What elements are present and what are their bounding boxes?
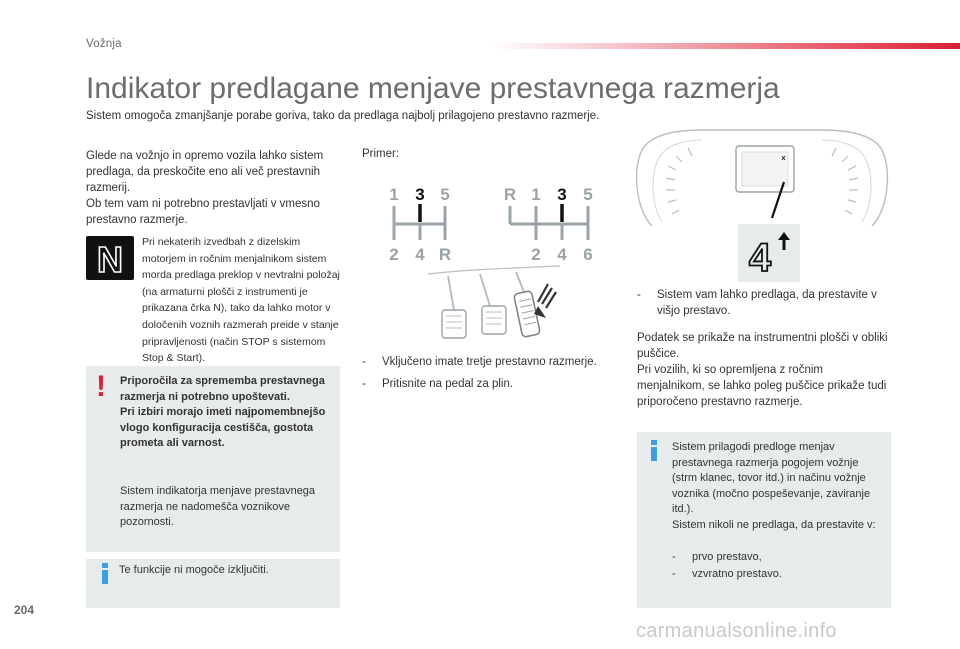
bullet-press-pedal: - Pritisnite na pedal za plin. [362, 378, 514, 390]
brake-pedal-icon [482, 306, 506, 334]
gear-label: 6 [583, 245, 593, 264]
skip-gears-paragraph: Glede na vožnjo in opremo vozila lahko sistem predlaga, da preskočite eno ali več prestavnih razmerij. Ob tem vam ni potrebno prestavljati v vmesno prestavno razmerje. [86, 150, 324, 226]
gear-label-selected: 3 [415, 185, 425, 204]
gearbox-left [389, 185, 451, 264]
info-item-first-gear: - prvo prestavo, [672, 551, 762, 563]
recommended-gear-digit: 4 [748, 236, 772, 280]
page-number: 204 [14, 603, 35, 617]
info-item-reverse-gear: - vzvratno prestavo. [672, 568, 782, 580]
neutral-n-letter: N [97, 239, 123, 280]
warning-exclamation-icon: ! [96, 370, 106, 403]
gear-label: R [503, 185, 517, 204]
info-icon [100, 563, 110, 585]
gear-label: R [438, 245, 452, 264]
gear-label: 2 [389, 245, 399, 264]
pedals-illustration [420, 262, 570, 342]
example-label: Primer: [362, 148, 400, 160]
gearbox-right [504, 185, 593, 264]
gear-label: 4 [415, 245, 425, 264]
intro-paragraph: Sistem omogoča zmanjšanje porabe goriva, tako da predlaga najbolj prilagojeno prestavno razmerje. [86, 110, 600, 122]
neutral-n-icon [86, 236, 134, 280]
info-text-disable: Te funkcije ni mogoče izključiti. [119, 564, 269, 576]
warning-bold-text: Priporočila za sprememba prestavnega razmerja ni potrebno upoštevati. Pri izbiri morajo imeti najpomembnejšo vlogo konfiguracija cestišča, gostota prometa ali varnost. [120, 375, 326, 450]
info-icon [649, 440, 659, 462]
watermark: carmanualsonline.info [636, 620, 837, 642]
instrument-cluster-illustration [632, 126, 892, 226]
neutral-text: Pri nekaterih izvedbah z dizelskim motorjem in ročnim menjalnikom sistem morda predlaga preklop v nevtralni položaj (na armaturni plošči z instrumenti je prikazana črka N), tako da lahko motor v določenih voznih razmerah preide v stanje pripravljenosti (način STOP s sistemom Stop & Start). [142, 236, 340, 365]
info-text-adaptation: Sistem prilagodi predloge menjav prestavnega razmerja pogojem vožnje (strm klanec, tovor itd.) in načinu vožnje voznika (močno pospeševanje, zaviranje itd.). Sistem nikoli ne predlaga, da prestavite v: [672, 441, 876, 531]
gear-label: 5 [440, 185, 450, 204]
bullet-shift-up: - Sistem vam lahko predlaga, da prestavite v višjo prestavo. [637, 289, 877, 317]
header-accent-bar [490, 43, 960, 49]
arrow-display-paragraph: Podatek se prikaže na instrumentni plošči v obliki puščice. Pri vozilih, ki so opremljena z ročnim menjalnikom, se lahko poleg puščice prikaže tudi priporočeno prestavno razmerje. [637, 332, 888, 408]
page-title: Indikator predlagane menjave prestavnega razmerja [86, 72, 780, 105]
gear-label: 1 [389, 185, 399, 204]
section-label: Vožnja [86, 38, 122, 50]
gear-label-selected: 3 [557, 185, 567, 204]
warning-normal-text: Sistem indikatorja menjave prestavnega razmerja ne nadomešča voznikove pozornosti. [120, 485, 316, 529]
gear-label: 2 [531, 245, 541, 264]
gear-label: 5 [583, 185, 593, 204]
clutch-pedal-icon [442, 310, 466, 338]
gear-label: 4 [557, 245, 567, 264]
gear-up-indicator-icon [738, 224, 800, 282]
gearbox-diagrams [382, 180, 612, 264]
gear-label: 1 [531, 185, 541, 204]
bullet-third-gear: - Vključeno imate tretje prestavno razmerje. [362, 356, 597, 368]
